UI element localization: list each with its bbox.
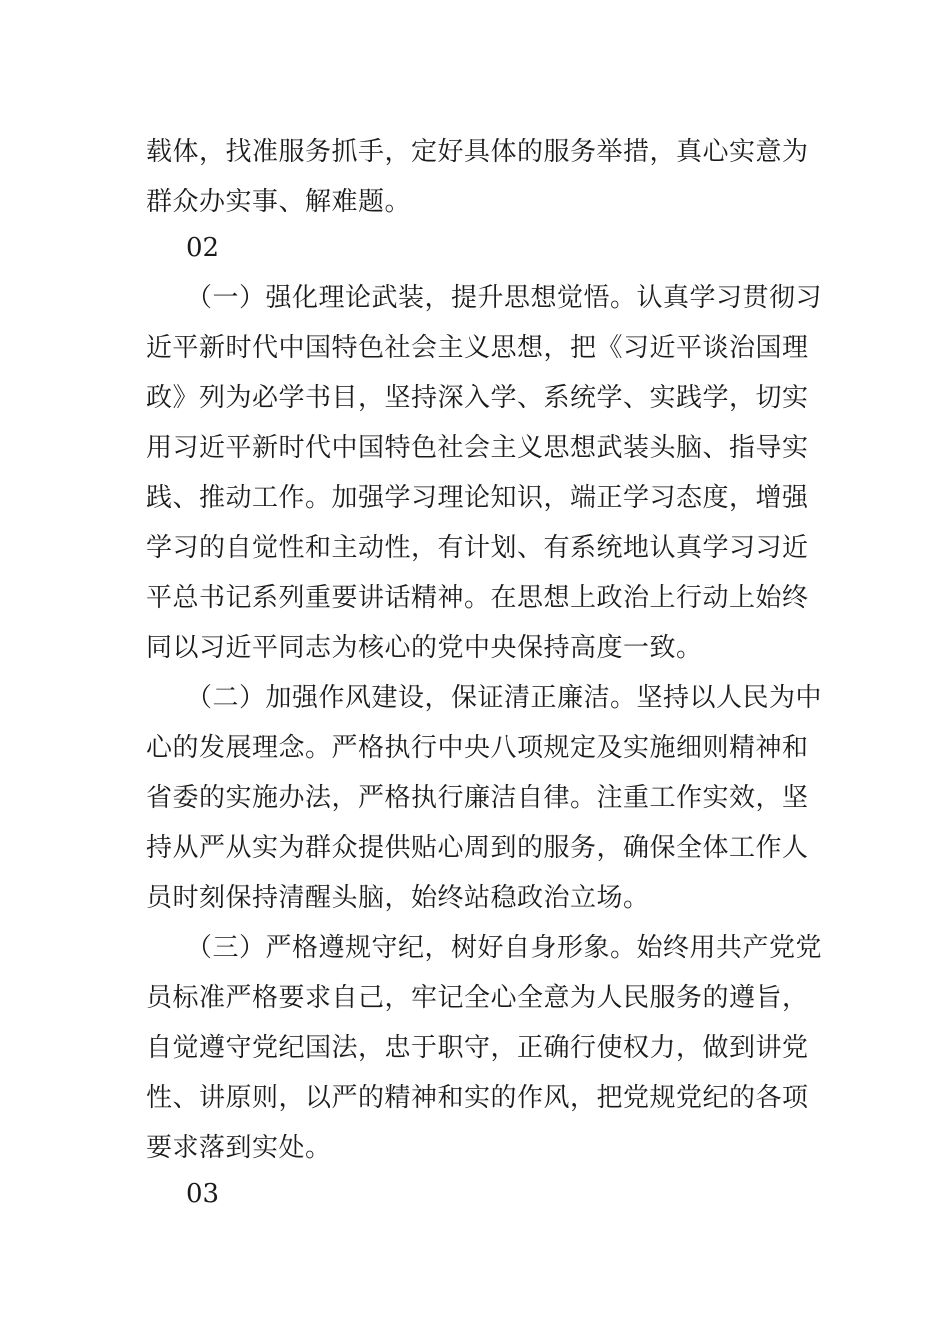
paragraph-line: 学习的自觉性和主动性，有计划、有系统地认真学习习近 bbox=[146, 533, 809, 563]
paragraph-line: （三）严格遵规守纪，树好自身形象。始终用共产党党 bbox=[146, 933, 823, 963]
paragraph-line: 心的发展理念。严格执行中央八项规定及实施细则精神和 bbox=[146, 733, 809, 763]
paragraph-line: 省委的实施办法，严格执行廉洁自律。注重工作实效，坚 bbox=[146, 783, 809, 813]
section-number-03: 03 bbox=[186, 1179, 220, 1209]
paragraph-line: 用习近平新时代中国特色社会主义思想武装头脑、指导实 bbox=[146, 433, 809, 463]
continuation-paragraph bbox=[146, 127, 816, 227]
paragraph-line: 性、讲原则，以严的精神和实的作风，把党规党纪的各项 bbox=[146, 1083, 809, 1113]
paragraph-line: 载体，找准服务抓手，定好具体的服务举措，真心实意为 bbox=[146, 137, 809, 167]
paragraph-line: 政》列为必学书目，坚持深入学、系统学、实践学，切实 bbox=[146, 383, 809, 413]
paragraph-style bbox=[146, 673, 823, 923]
paragraph-line: 员时刻保持清醒头脑，始终站稳政治立场。 bbox=[146, 883, 650, 913]
paragraph-line: 自觉遵守党纪国法，忠于职守，正确行使权力，做到讲党 bbox=[146, 1033, 809, 1063]
paragraph-line: （二）加强作风建设，保证清正廉洁。坚持以人民为中 bbox=[146, 683, 823, 713]
paragraph-line: （一）强化理论武装，提升思想觉悟。认真学习贯彻习 bbox=[146, 283, 823, 313]
paragraph-line: 近平新时代中国特色社会主义思想，把《习近平谈治国理 bbox=[146, 333, 809, 363]
paragraph-line: 群众办实事、解难题。 bbox=[146, 187, 412, 217]
paragraph-line: 平总书记系列重要讲话精神。在思想上政治上行动上始终 bbox=[146, 583, 809, 613]
section-number-02: 02 bbox=[186, 233, 220, 263]
paragraph-theory bbox=[146, 273, 823, 673]
paragraph-line: 同以习近平同志为核心的党中央保持高度一致。 bbox=[146, 633, 703, 663]
paragraph-discipline bbox=[146, 923, 823, 1173]
paragraph-line: 践、推动工作。加强学习理论知识，端正学习态度，增强 bbox=[146, 483, 809, 513]
paragraph-line: 持从严从实为群众提供贴心周到的服务，确保全体工作人 bbox=[146, 833, 809, 863]
paragraph-line: 要求落到实处。 bbox=[146, 1133, 332, 1163]
paragraph-line: 员标准严格要求自己，牢记全心全意为人民服务的遵旨， bbox=[146, 983, 809, 1013]
